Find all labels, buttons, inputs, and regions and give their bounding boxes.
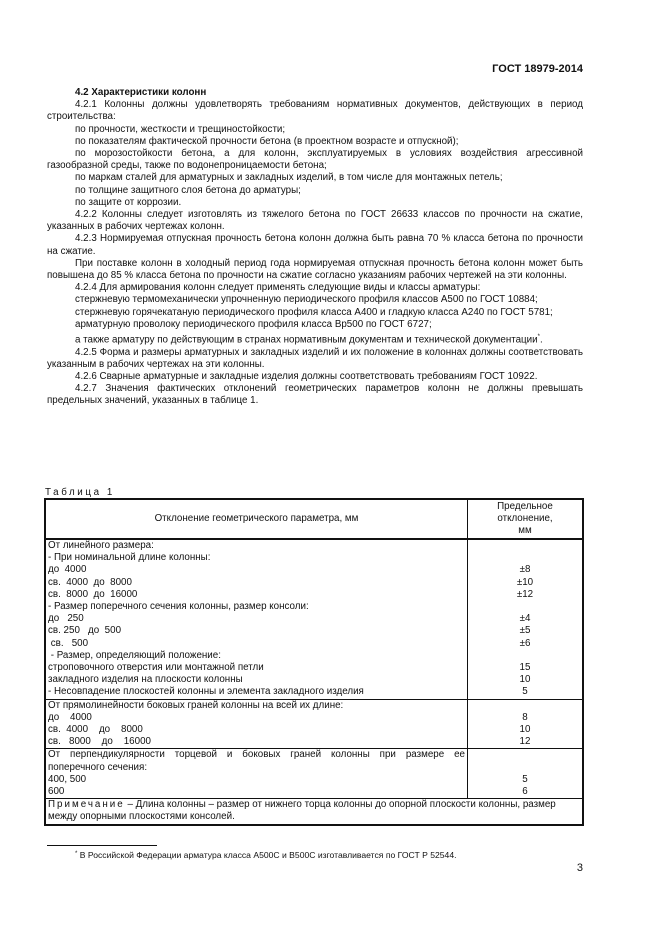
- row-value: 10: [519, 724, 531, 736]
- row-label: закладного изделия на плоскости колонны: [48, 674, 243, 686]
- row-value: [470, 700, 580, 712]
- group-values: [468, 539, 584, 699]
- row-label: строповочного отверстия или монтажной петли: [48, 662, 264, 674]
- row-value: ±8: [519, 564, 531, 576]
- row-label: поперечного сечения:: [48, 761, 148, 773]
- footnote-mark: *: [75, 851, 78, 857]
- page-number: 3: [576, 862, 583, 874]
- row-value: 12: [519, 736, 531, 748]
- table-group: [45, 699, 583, 749]
- footnote-mark: *: [537, 334, 540, 341]
- paragraph-text: а также арматуру по действующим в странах нормативным документам и технической документации: [75, 334, 538, 346]
- row-value: [470, 762, 580, 774]
- row-value: [470, 650, 580, 662]
- row-label: - Размер поперечного сечения колонны, размер консоли:: [48, 601, 309, 613]
- row-value: ±5: [519, 625, 531, 637]
- row-value: [470, 552, 580, 564]
- paragraph: по защите от коррозии.: [75, 196, 182, 208]
- footnote: [75, 850, 457, 860]
- paragraph: 4.2.7 Значения фактических отклонений геометрических параметров колонн не должны превышать предельных значений, указанных в таблице 1.: [47, 383, 583, 407]
- paragraph: по прочности, жесткости и трещиностойкости;: [75, 123, 286, 135]
- row-label: св. 8000 до 16000: [48, 588, 138, 600]
- row-value: 8: [522, 711, 528, 723]
- paragraph: 4.2.2 Колонны следует изготовлять из тяжелого бетона по ГОСТ 26633 классов по прочности на сжатие, указанных в рабочих чертежах колонн.: [47, 209, 583, 233]
- row-value: [470, 601, 580, 613]
- row-label: - Размер, определяющий положение:: [48, 649, 221, 661]
- row-label: св. 4000 до 8000: [48, 724, 143, 736]
- paragraph: 4.2.1 Колонны должны удовлетворять требованиям нормативных документов, действующих в период строительства:: [47, 99, 583, 123]
- table-header-row: [45, 499, 583, 539]
- group-labels: [45, 539, 468, 699]
- row-value: 5: [522, 773, 528, 785]
- note-text: – Длина колонны – размер от нижнего торца колонны до опорной плоскости колонны, размер между опорными плоскостями консолей.: [48, 799, 556, 823]
- table-note: [45, 799, 583, 825]
- col-header-line: отклонение,: [497, 512, 553, 524]
- row-label: до 4000: [48, 564, 87, 576]
- row-value: 6: [522, 786, 528, 798]
- row-label: 600: [48, 786, 65, 798]
- row-value: 5: [522, 686, 528, 698]
- row-label: От линейного размера:: [48, 540, 154, 551]
- group-values: [468, 699, 584, 749]
- group-labels: [45, 749, 468, 799]
- group-values: [468, 749, 584, 799]
- row-label: св. 8000 до 16000: [48, 736, 151, 748]
- row-value: 15: [519, 661, 531, 673]
- footnote-divider: [47, 845, 157, 846]
- note-label: Примечание: [48, 799, 125, 811]
- col-header-parameter: Отклонение геометрического параметра, мм: [45, 499, 468, 539]
- row-label: 400, 500: [48, 773, 87, 785]
- paragraph: 4.2.6 Сварные арматурные и закладные изделия должны соответствовать требованиям ГОСТ 10922.: [75, 370, 538, 382]
- paragraph: арматурную проволоку периодического профиля класса Вр500 по ГОСТ 6727;: [75, 318, 432, 330]
- col-header-line: Предельное: [497, 500, 553, 512]
- paragraph: 4.2.5 Форма и размеры арматурных и закладных изделий и их положение в колоннах должны соответствовать указанным в рабочих чертежах на эти колонны.: [47, 346, 583, 370]
- col-header-line: мм: [518, 525, 532, 537]
- section-heading: 4.2 Характеристики колонн: [75, 87, 207, 98]
- paragraph: 4.2.3 Нормируемая отпускная прочность бетона колонн должна быть равна 70 % класса бетона по прочности на сжатие.: [47, 233, 583, 257]
- row-label: до 250: [48, 613, 84, 625]
- group-labels: [45, 699, 468, 749]
- paragraph: При поставке колонн в холодный период года нормируемая отпускная прочность бетона колонн может быть повышена до 85 % класса бетона по прочности на сжатие согласно указаниям рабочих чертежей на эти колонны.: [47, 257, 583, 282]
- row-value: ±10: [516, 576, 534, 588]
- row-label: до 4000: [48, 711, 92, 723]
- footnote-text: В Российской Федерации арматура класса А500С и В500С изготавливается по ГОСТ Р 52544.: [77, 850, 457, 860]
- table-group: [45, 749, 583, 799]
- row-value: [470, 749, 580, 761]
- row-label: От прямолинейности боковых граней колонны на всей их длине:: [48, 699, 344, 711]
- tolerance-table: [44, 498, 584, 826]
- paragraph: по маркам сталей для арматурных и закладных изделий, в том числе для монтажных петель;: [75, 172, 503, 184]
- row-label: - Несовпадение плоскостей колонны и элемента закладного изделия: [48, 686, 364, 698]
- document-body: [47, 87, 583, 408]
- paragraph: по морозостойкости бетона, а для колонн, эксплуатируемых в условиях воздействия агрессивной газообразной среды, также по водонепроницаемости бетона;: [47, 148, 583, 172]
- row-label: От перпендикулярности торцевой и боковых граней колонны при размере ее: [48, 749, 465, 761]
- paragraph: по толщине защитного слоя бетона до арматуры;: [75, 184, 301, 196]
- table-caption: Таблица 1: [45, 487, 115, 498]
- row-value: [470, 540, 580, 552]
- row-label: св. 500: [48, 637, 89, 649]
- row-label: - При номинальной длине колонны:: [48, 552, 211, 564]
- sentence-end: .: [539, 334, 543, 346]
- row-value: ±12: [516, 588, 534, 600]
- table-group: [45, 539, 583, 699]
- table-note-row: [45, 799, 583, 825]
- paragraph: по показателям фактической прочности бетона (в проектном возрасте и отпускной);: [75, 135, 459, 147]
- row-value: 10: [519, 674, 531, 686]
- row-label: св. 250 до 500: [48, 625, 122, 637]
- paragraph: стержневую термомеханически упрочненную периодического профиля классов А500 по ГОСТ 10884;: [75, 294, 538, 306]
- row-label: св. 4000 до 8000: [48, 576, 132, 588]
- paragraph-with-footnote: [47, 331, 583, 346]
- paragraph: 4.2.4 Для армирования колонн следует применять следующие виды и классы арматуры:: [75, 282, 481, 294]
- row-value: ±6: [519, 637, 531, 649]
- col-header-tolerance: [468, 499, 584, 539]
- paragraph: стержневую горячекатаную периодического профиля класса А400 и гладкую класса А240 по ГОСТ 5781;: [75, 306, 553, 318]
- document-id: ГОСТ 18979-2014: [492, 63, 583, 75]
- row-value: ±4: [519, 613, 531, 625]
